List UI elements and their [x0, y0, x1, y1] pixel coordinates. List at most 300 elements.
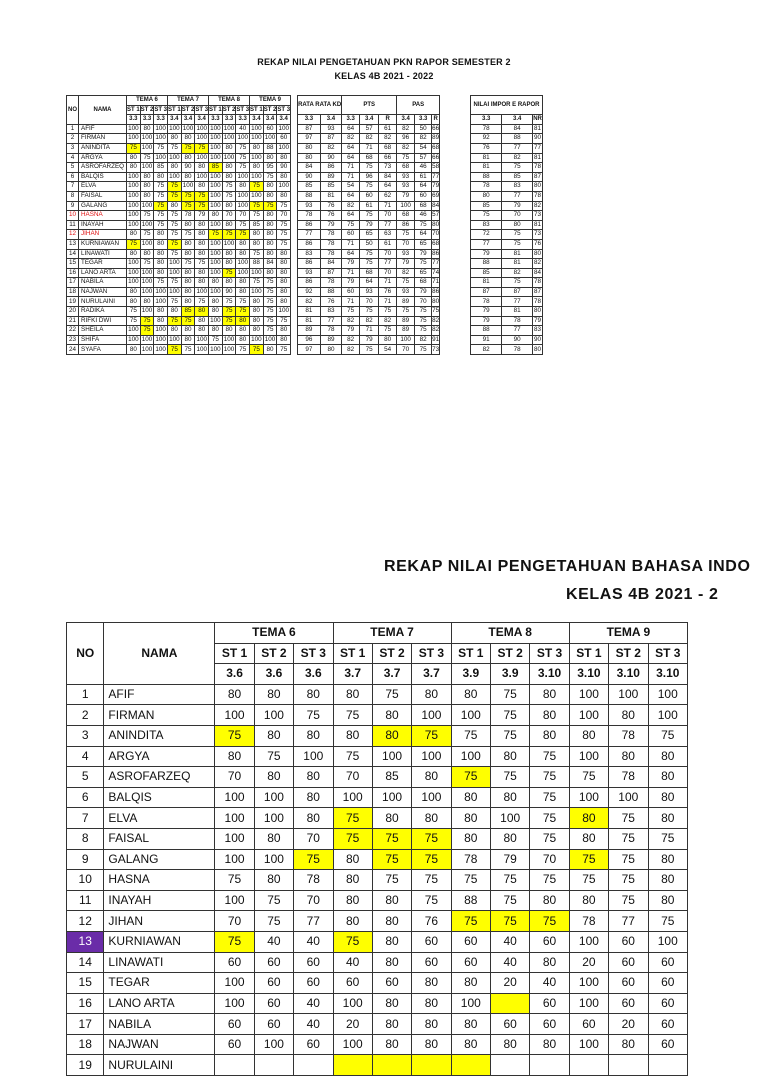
report-score-cell: 80 — [471, 191, 502, 201]
score-cell: 60 — [254, 973, 293, 994]
table-row — [67, 201, 543, 211]
score-cell: 80 — [277, 153, 291, 163]
table-row — [67, 259, 543, 269]
column-gap — [291, 268, 298, 278]
score-cell: 80 — [263, 239, 277, 249]
student-name: BALQIS — [79, 172, 127, 182]
score-cell: 75 — [569, 870, 608, 891]
student-name: ARGYA — [104, 746, 215, 767]
row-number: 12 — [67, 230, 79, 240]
score-cell: 100 — [237, 201, 248, 209]
table-row — [67, 973, 688, 994]
score-cell: 80 — [412, 767, 451, 788]
table-row — [67, 316, 543, 326]
score-cell: 100 — [569, 1034, 608, 1055]
column-gap — [440, 134, 471, 144]
score-cell: 80 — [195, 268, 209, 278]
score-cell: 100 — [196, 134, 207, 142]
pas-cell: 75 — [415, 259, 432, 269]
score-cell: 100 — [210, 134, 221, 142]
score-cell: 78 — [181, 211, 195, 221]
report-score-cell: 77 — [502, 297, 533, 307]
score-cell: 75 — [254, 746, 293, 767]
score-cell: 60 — [451, 952, 490, 973]
pas-cell: 70 — [415, 297, 432, 307]
header-kd: 3.7 — [333, 664, 372, 685]
score-cell: 80 — [263, 220, 277, 230]
score-cell: 100 — [569, 746, 608, 767]
header-st: ST 1 — [215, 643, 254, 664]
score-cell: 80 — [195, 316, 209, 326]
student-name: NAJWAN — [104, 1034, 215, 1055]
pts-cell: 64 — [342, 124, 360, 134]
row-number: 13 — [67, 239, 79, 249]
score-cell: 80 — [530, 1034, 569, 1055]
pas-cell: 66 — [432, 153, 440, 161]
header-tema: TEMA 6 — [215, 623, 333, 644]
column-gap — [440, 191, 471, 201]
score-cell: 75 — [154, 182, 168, 192]
score-cell: 75 — [412, 828, 451, 849]
table-row — [67, 890, 688, 911]
pts-cell: 75 — [360, 211, 379, 221]
pts-cell: 71 — [360, 326, 379, 336]
bahasa-crop-area — [0, 545, 751, 1072]
row-number: 4 — [67, 746, 104, 767]
score-cell: 100 — [169, 172, 180, 180]
score-cell: 75 — [263, 307, 277, 317]
student-name: FAISAL — [104, 828, 215, 849]
report-score-cell: 82 — [534, 201, 542, 209]
score-cell: 80 — [195, 239, 209, 249]
score-cell: 80 — [491, 746, 530, 767]
score-cell: 75 — [236, 163, 250, 173]
pas-cell: 100 — [397, 335, 415, 345]
score-cell: 100 — [648, 684, 688, 705]
score-cell: 75 — [168, 220, 182, 230]
score-cell: 100 — [237, 172, 248, 180]
pts-cell: 68 — [360, 153, 379, 163]
pas-cell: 79 — [415, 249, 432, 259]
column-gap — [291, 143, 298, 153]
score-cell: 80 — [236, 326, 250, 336]
score-cell: 75 — [154, 211, 168, 221]
average-cell: 84 — [298, 163, 321, 173]
score-cell: 75 — [168, 278, 182, 288]
header-st: ST 2 — [222, 106, 236, 113]
pas-cell: 84 — [432, 201, 440, 209]
score-cell: 75 — [491, 705, 530, 726]
score-cell: 85 — [181, 307, 195, 317]
header-st: ST 3 — [154, 106, 168, 113]
header-kd: 3.10 — [648, 664, 688, 685]
score-cell: 75 — [250, 211, 264, 221]
score-cell: 80 — [195, 163, 209, 173]
pts-cell: 77 — [379, 259, 397, 269]
score-cell: 75 — [412, 870, 451, 891]
score-cell: 75 — [648, 725, 688, 746]
score-cell — [372, 1055, 411, 1076]
score-cell: 80 — [254, 767, 293, 788]
score-cell: 75 — [263, 297, 277, 307]
score-cell: 75 — [372, 849, 411, 870]
student-name: HASNA — [79, 211, 127, 221]
score-cell: 80 — [181, 287, 195, 297]
score-cell — [333, 1055, 372, 1076]
score-cell: 80 — [181, 249, 195, 259]
row-number: 15 — [67, 973, 104, 994]
score-cell: 80 — [222, 326, 236, 336]
score-cell: 75 — [263, 278, 277, 288]
pas-cell: 89 — [397, 326, 415, 336]
score-cell: 60 — [294, 1034, 333, 1055]
pas-cell: 75 — [415, 220, 432, 230]
score-cell: 100 — [569, 787, 608, 808]
score-cell: 100 — [609, 684, 648, 705]
header-kd: 3.10 — [569, 664, 608, 685]
report-score-cell: 77 — [471, 239, 502, 249]
score-cell — [530, 1055, 569, 1076]
header-tema: TEMA 9 — [250, 96, 291, 106]
score-cell: 80 — [195, 230, 209, 240]
pts-cell: 70 — [360, 297, 379, 307]
score-cell: 100 — [215, 705, 254, 726]
score-cell: 78 — [569, 911, 608, 932]
student-name: LANO ARTA — [79, 268, 127, 278]
pas-cell: 68 — [432, 144, 440, 152]
score-cell: 75 — [222, 297, 236, 307]
header-st: ST 3 — [648, 643, 688, 664]
table-row — [67, 124, 543, 134]
header-kd: 3.10 — [530, 664, 569, 685]
score-cell: 100 — [451, 746, 490, 767]
score-cell: 75 — [277, 316, 291, 326]
score-cell: 100 — [155, 124, 166, 132]
score-cell: 80 — [530, 890, 569, 911]
score-cell: 75 — [195, 259, 209, 269]
table-row — [67, 684, 688, 705]
report-score-cell: 80 — [534, 345, 542, 353]
report-score-cell: 75 — [471, 211, 502, 221]
student-name: LINAWATI — [79, 249, 127, 259]
score-cell: 100 — [215, 890, 254, 911]
score-cell: 100 — [237, 192, 248, 200]
report-score-cell: 79 — [471, 307, 502, 317]
score-cell: 100 — [128, 201, 139, 209]
score-cell: 75 — [277, 230, 291, 240]
pkn-grade-table — [66, 95, 543, 355]
header-st: ST 3 — [294, 643, 333, 664]
score-cell: 80 — [181, 134, 195, 144]
pas-cell: 93 — [397, 182, 415, 192]
pas-cell: 75 — [415, 316, 432, 326]
row-number: 11 — [67, 220, 79, 230]
pas-cell: 82 — [415, 134, 432, 144]
score-cell: 75 — [569, 767, 608, 788]
report-score-cell: 82 — [471, 345, 502, 355]
average-cell: 76 — [320, 211, 341, 221]
pts-cell: 57 — [360, 124, 379, 134]
pts-cell: 93 — [360, 287, 379, 297]
report-score-cell: 92 — [471, 134, 502, 144]
column-gap — [291, 182, 298, 192]
header-rata-rata-kd: RATA RATA KD — [298, 96, 342, 115]
score-cell: 80 — [250, 316, 264, 326]
header-tema: TEMA 6 — [127, 96, 168, 106]
column-gap — [291, 278, 298, 288]
score-cell: 75 — [333, 808, 372, 829]
average-cell: 80 — [298, 143, 321, 153]
score-cell: 100 — [278, 124, 289, 132]
score-cell: 100 — [251, 153, 262, 161]
score-cell: 80 — [451, 828, 490, 849]
report-score-cell: 78 — [534, 163, 542, 171]
score-cell: 100 — [223, 345, 235, 353]
score-cell: 60 — [254, 993, 293, 1014]
column-gap — [440, 201, 471, 211]
average-cell: 86 — [298, 239, 321, 249]
score-cell: 75 — [609, 870, 648, 891]
column-gap — [440, 182, 471, 192]
pas-cell: 91 — [432, 335, 440, 343]
score-cell — [609, 1055, 648, 1076]
score-cell: 75 — [181, 345, 195, 355]
score-cell: 75 — [168, 316, 182, 326]
header-nama: NAMA — [79, 96, 127, 125]
row-number: 23 — [67, 335, 79, 345]
report-score-cell: 84 — [534, 268, 542, 276]
report-score-cell: 72 — [471, 230, 502, 240]
header-kd: 3.3 — [471, 115, 502, 125]
pas-cell: 75 — [415, 345, 432, 355]
pts-cell: 82 — [342, 201, 360, 211]
score-cell: 100 — [251, 192, 262, 200]
table-row — [67, 297, 543, 307]
score-cell: 75 — [236, 297, 250, 307]
pts-cell: 68 — [379, 143, 397, 153]
pts-cell: 54 — [379, 345, 397, 355]
report-score-cell: 90 — [502, 335, 533, 345]
report-score-cell: 78 — [471, 182, 502, 192]
score-cell: 80 — [127, 345, 141, 355]
score-cell: 80 — [168, 134, 182, 144]
score-cell: 70 — [294, 890, 333, 911]
row-number: 6 — [67, 787, 104, 808]
score-cell — [215, 1055, 254, 1076]
score-cell: 80 — [222, 172, 236, 182]
score-cell: 60 — [648, 952, 688, 973]
score-cell: 85 — [250, 220, 264, 230]
score-cell: 80 — [140, 249, 154, 259]
score-cell: 80 — [609, 1034, 648, 1055]
score-cell: 60 — [333, 973, 372, 994]
score-cell: 90 — [277, 163, 291, 173]
header-kd: 3.3 — [209, 115, 223, 125]
score-cell: 80 — [263, 191, 277, 201]
score-cell: 70 — [333, 767, 372, 788]
score-cell: 75 — [277, 345, 291, 355]
column-gap — [440, 143, 471, 153]
table-row — [67, 335, 543, 345]
header-kd: 3.3 — [154, 115, 168, 125]
score-cell: 40 — [333, 952, 372, 973]
column-gap — [440, 220, 471, 230]
average-cell: 87 — [320, 134, 341, 144]
score-cell: 75 — [263, 172, 277, 182]
pas-cell: 82 — [397, 124, 415, 134]
score-cell: 88 — [250, 259, 264, 269]
report-score-cell: 87 — [534, 287, 542, 295]
score-cell: 80 — [277, 326, 291, 336]
score-cell: 100 — [141, 240, 153, 247]
pas-cell: 100 — [397, 201, 415, 211]
score-cell — [254, 1055, 293, 1076]
row-number: 6 — [67, 172, 79, 182]
score-cell: 75 — [491, 684, 530, 705]
table-row — [67, 705, 688, 726]
student-name: ANINDITA — [104, 725, 215, 746]
header-st: ST 1 — [209, 106, 222, 113]
average-cell: 89 — [320, 172, 341, 182]
score-cell: 100 — [333, 1034, 372, 1055]
average-cell: 87 — [298, 124, 321, 134]
average-cell: 78 — [320, 249, 341, 259]
header-st: ST 2 — [372, 643, 411, 664]
score-cell: 100 — [210, 268, 221, 276]
score-cell: 80 — [451, 787, 490, 808]
score-cell: 80 — [236, 287, 250, 297]
row-number: 5 — [67, 767, 104, 788]
score-cell — [451, 1055, 490, 1076]
header-tema: TEMA 8 — [451, 623, 569, 644]
score-cell: 75 — [140, 316, 154, 326]
score-cell: 100 — [128, 182, 139, 190]
header-kd: R — [433, 116, 438, 123]
score-cell: 100 — [412, 705, 451, 726]
pas-cell: 65 — [415, 239, 432, 249]
pas-cell: 68 — [415, 201, 432, 211]
pas-cell: 82 — [432, 326, 440, 334]
score-cell: 100 — [155, 335, 166, 343]
table-row — [67, 211, 543, 221]
pas-cell: 96 — [397, 134, 415, 144]
score-cell: 100 — [169, 259, 180, 267]
score-cell: 80 — [451, 808, 490, 829]
score-cell: 100 — [569, 931, 608, 952]
score-cell: 80 — [236, 182, 250, 192]
score-cell: 75 — [491, 725, 530, 746]
header-st: ST 2 — [263, 106, 277, 113]
pas-cell: 75 — [397, 230, 415, 240]
header-kd: 3.10 — [609, 664, 648, 685]
average-cell: 82 — [298, 297, 321, 307]
header-kd: 3.4 — [320, 115, 341, 125]
student-name: INAYAH — [104, 890, 215, 911]
pts-cell: 76 — [379, 287, 397, 297]
score-cell: 40 — [530, 973, 569, 994]
average-cell: 78 — [320, 326, 341, 336]
report-score-cell: 77 — [502, 143, 533, 153]
pts-cell: 79 — [342, 278, 360, 288]
score-cell: 100 — [223, 134, 235, 142]
pkn-title: REKAP NILAI PENGETAHUAN PKN RAPOR SEMESTER 2 — [257, 57, 511, 67]
score-cell: 80 — [140, 172, 154, 182]
score-cell: 75 — [333, 931, 372, 952]
score-cell: 20 — [333, 1014, 372, 1035]
column-gap — [291, 191, 298, 201]
score-cell: 75 — [140, 153, 154, 163]
score-cell: 75 — [294, 705, 333, 726]
score-cell: 100 — [251, 124, 262, 132]
score-cell: 100 — [210, 220, 221, 228]
score-cell: 60 — [412, 931, 451, 952]
row-number: 21 — [67, 316, 79, 326]
score-cell: 80 — [263, 182, 277, 192]
row-number: 10 — [67, 211, 79, 221]
score-cell: 80 — [168, 307, 182, 317]
header-st: ST 2 — [140, 106, 154, 113]
score-cell: 80 — [609, 705, 648, 726]
score-cell: 60 — [530, 931, 569, 952]
score-cell: 75 — [222, 182, 236, 192]
report-score-cell: 75 — [502, 278, 533, 288]
pts-cell: 60 — [342, 287, 360, 297]
pas-cell: 64 — [415, 230, 432, 240]
score-cell: 75 — [236, 345, 250, 355]
score-cell: 75 — [254, 911, 293, 932]
average-cell: 82 — [320, 143, 341, 153]
column-gap — [291, 297, 298, 307]
score-cell: 80 — [277, 297, 291, 307]
score-cell: 80 — [569, 828, 608, 849]
score-cell: 70 — [530, 849, 569, 870]
header-kd: 3.4 — [277, 115, 291, 125]
header-st: ST 3 — [236, 106, 250, 113]
header-nilai-impor: NILAI IMPOR E RAPOR — [471, 96, 543, 115]
score-cell: 75 — [140, 259, 154, 269]
bahasa-title: REKAP NILAI PENGETAHUAN BAHASA INDO — [384, 558, 751, 575]
score-cell: 80 — [181, 278, 195, 288]
pts-cell: 64 — [342, 153, 360, 163]
score-cell: 80 — [277, 249, 291, 259]
score-cell: 80 — [372, 808, 411, 829]
row-number: 19 — [67, 297, 79, 307]
student-name: FIRMAN — [79, 134, 127, 144]
header-kd: 3.3 — [236, 115, 250, 125]
score-cell: 100 — [251, 134, 262, 142]
score-cell: 75 — [250, 278, 264, 288]
report-score-cell: 80 — [534, 307, 542, 315]
score-cell: 77 — [294, 911, 333, 932]
average-cell: 84 — [320, 259, 341, 269]
report-score-cell: 79 — [471, 249, 502, 259]
pas-cell: 93 — [397, 172, 415, 182]
pts-cell: 96 — [360, 172, 379, 182]
score-cell: 100 — [251, 287, 262, 295]
score-cell: 75 — [451, 870, 490, 891]
pas-cell: 82 — [397, 268, 415, 278]
score-cell: 75 — [648, 911, 688, 932]
score-cell: 75 — [250, 201, 264, 211]
score-cell: 75 — [215, 725, 254, 746]
pts-cell: 60 — [360, 191, 379, 201]
score-cell: 80 — [250, 143, 264, 153]
score-cell: 100 — [196, 335, 207, 343]
score-cell: 75 — [451, 725, 490, 746]
pts-cell: 61 — [379, 239, 397, 249]
average-cell: 81 — [298, 307, 321, 317]
table-row — [67, 725, 688, 746]
